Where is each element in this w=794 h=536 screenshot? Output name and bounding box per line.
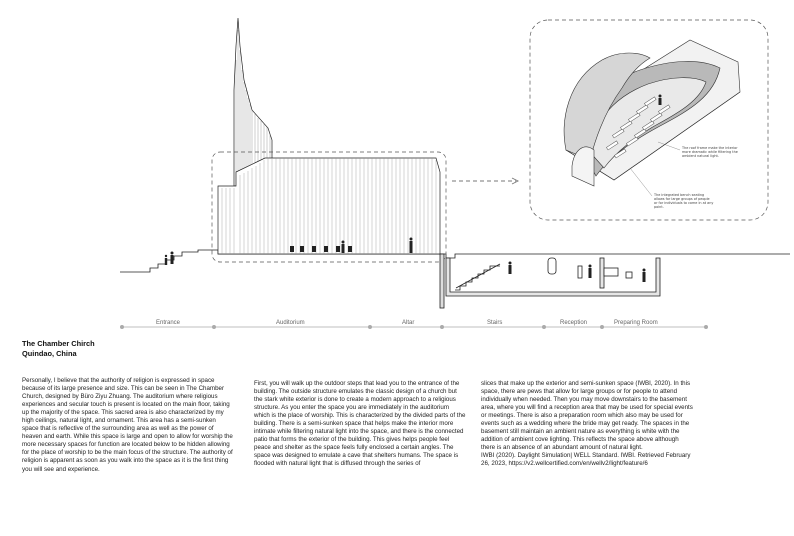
zone-label-entrance: Entrance (156, 320, 181, 326)
paragraph-walkthrough: First, you will walk up the outdoor steps that lead you to the entrance of the building. The outside structure emulates the classic design of a church but the stark white exterior is done to create a modern approach to a religious structure. As you enter the space you are immediately in the auditorium which is the place of worship. This is characterized by the divided parts of the building. There is a semi-sunken space that helps make the interior more intimate while filtering natural light into the space, and there is the connected patio that forms the exterior of the building. This gives helps people feel peace and shelter as the space feels fully enclosed a certain angles. The space was designed to emulate a cave that shelters humans. The space is flooded with natural light that is diffused through the series of (254, 380, 466, 468)
nave (165, 158, 440, 265)
text-column-3 (481, 380, 693, 469)
pews-callout: The integrated bench seating allows for large groups of people or for individuals to come in at any point. (654, 193, 714, 209)
roof-callout: The roof frame make the interior more dramatic while filtering the ambient natural light. (682, 146, 738, 158)
arrow-to-detail (452, 178, 518, 184)
paragraph-basement: slices that make up the exterior and semi-sunken space (IWBI, 2020). In this space, there are pews that allow for large groups or for people to attend individually when needed. Then you may move downstairs to the basement area, where you will find a reception area that may be used for special events or meetings. There is also a preparation room which also may be used for events such as a wedding where the bride may get ready. The spaces in the basement still maintain an ambient nature as everything is white with the addition of ambient cove lighting. This reflects the space above although there is an absence of an abundant amount of natural light. (481, 380, 693, 452)
project-title: The Chamber Chirch (22, 339, 95, 348)
text-column-2 (254, 380, 466, 469)
zone-label-stairs: Stairs (487, 320, 503, 326)
basement (440, 254, 660, 308)
paragraph-intro: Personally, I believe that the authority of religion is expressed in space because of its large presence and size. This can be seen in The Chamber Church, designed by Büro Ziyu Zhuang. The auditorium where religious experiences and secular touch is present is located on the main floor, taking up the majority of the space. This sacred area is also characterized by my high ceilings, natural light, and ornament. This area has a semi-sunken space that is reflective of the surrounding area as well as the power of heaven and earth. While this space is large and open to allow for worship the more necessary spaces for function are located below to be hidden allowing for the place of worship to be the main focus of the structure. The authority of religion is apparent as soon as you walk into the space as it is the first thing you will see and experience. (22, 377, 233, 473)
zone-label-preparing-room: Preparing Room (614, 320, 658, 326)
text-column-1 (22, 377, 234, 474)
axonometric-panel (530, 20, 768, 220)
project-location: Quindao, China (22, 349, 77, 358)
zone-label-reception: Reception (560, 320, 588, 326)
reference-citation: IWBI (2020). Daylight Simulation| WELL Standard. IWBI. Retrieved February 26, 2023, https://v2.wellcertified.com/en/wellv2/light/feature/6 (481, 452, 691, 468)
zone-label-altar: Altar (402, 320, 415, 326)
zone-label-auditorium: Auditorium (276, 320, 305, 326)
